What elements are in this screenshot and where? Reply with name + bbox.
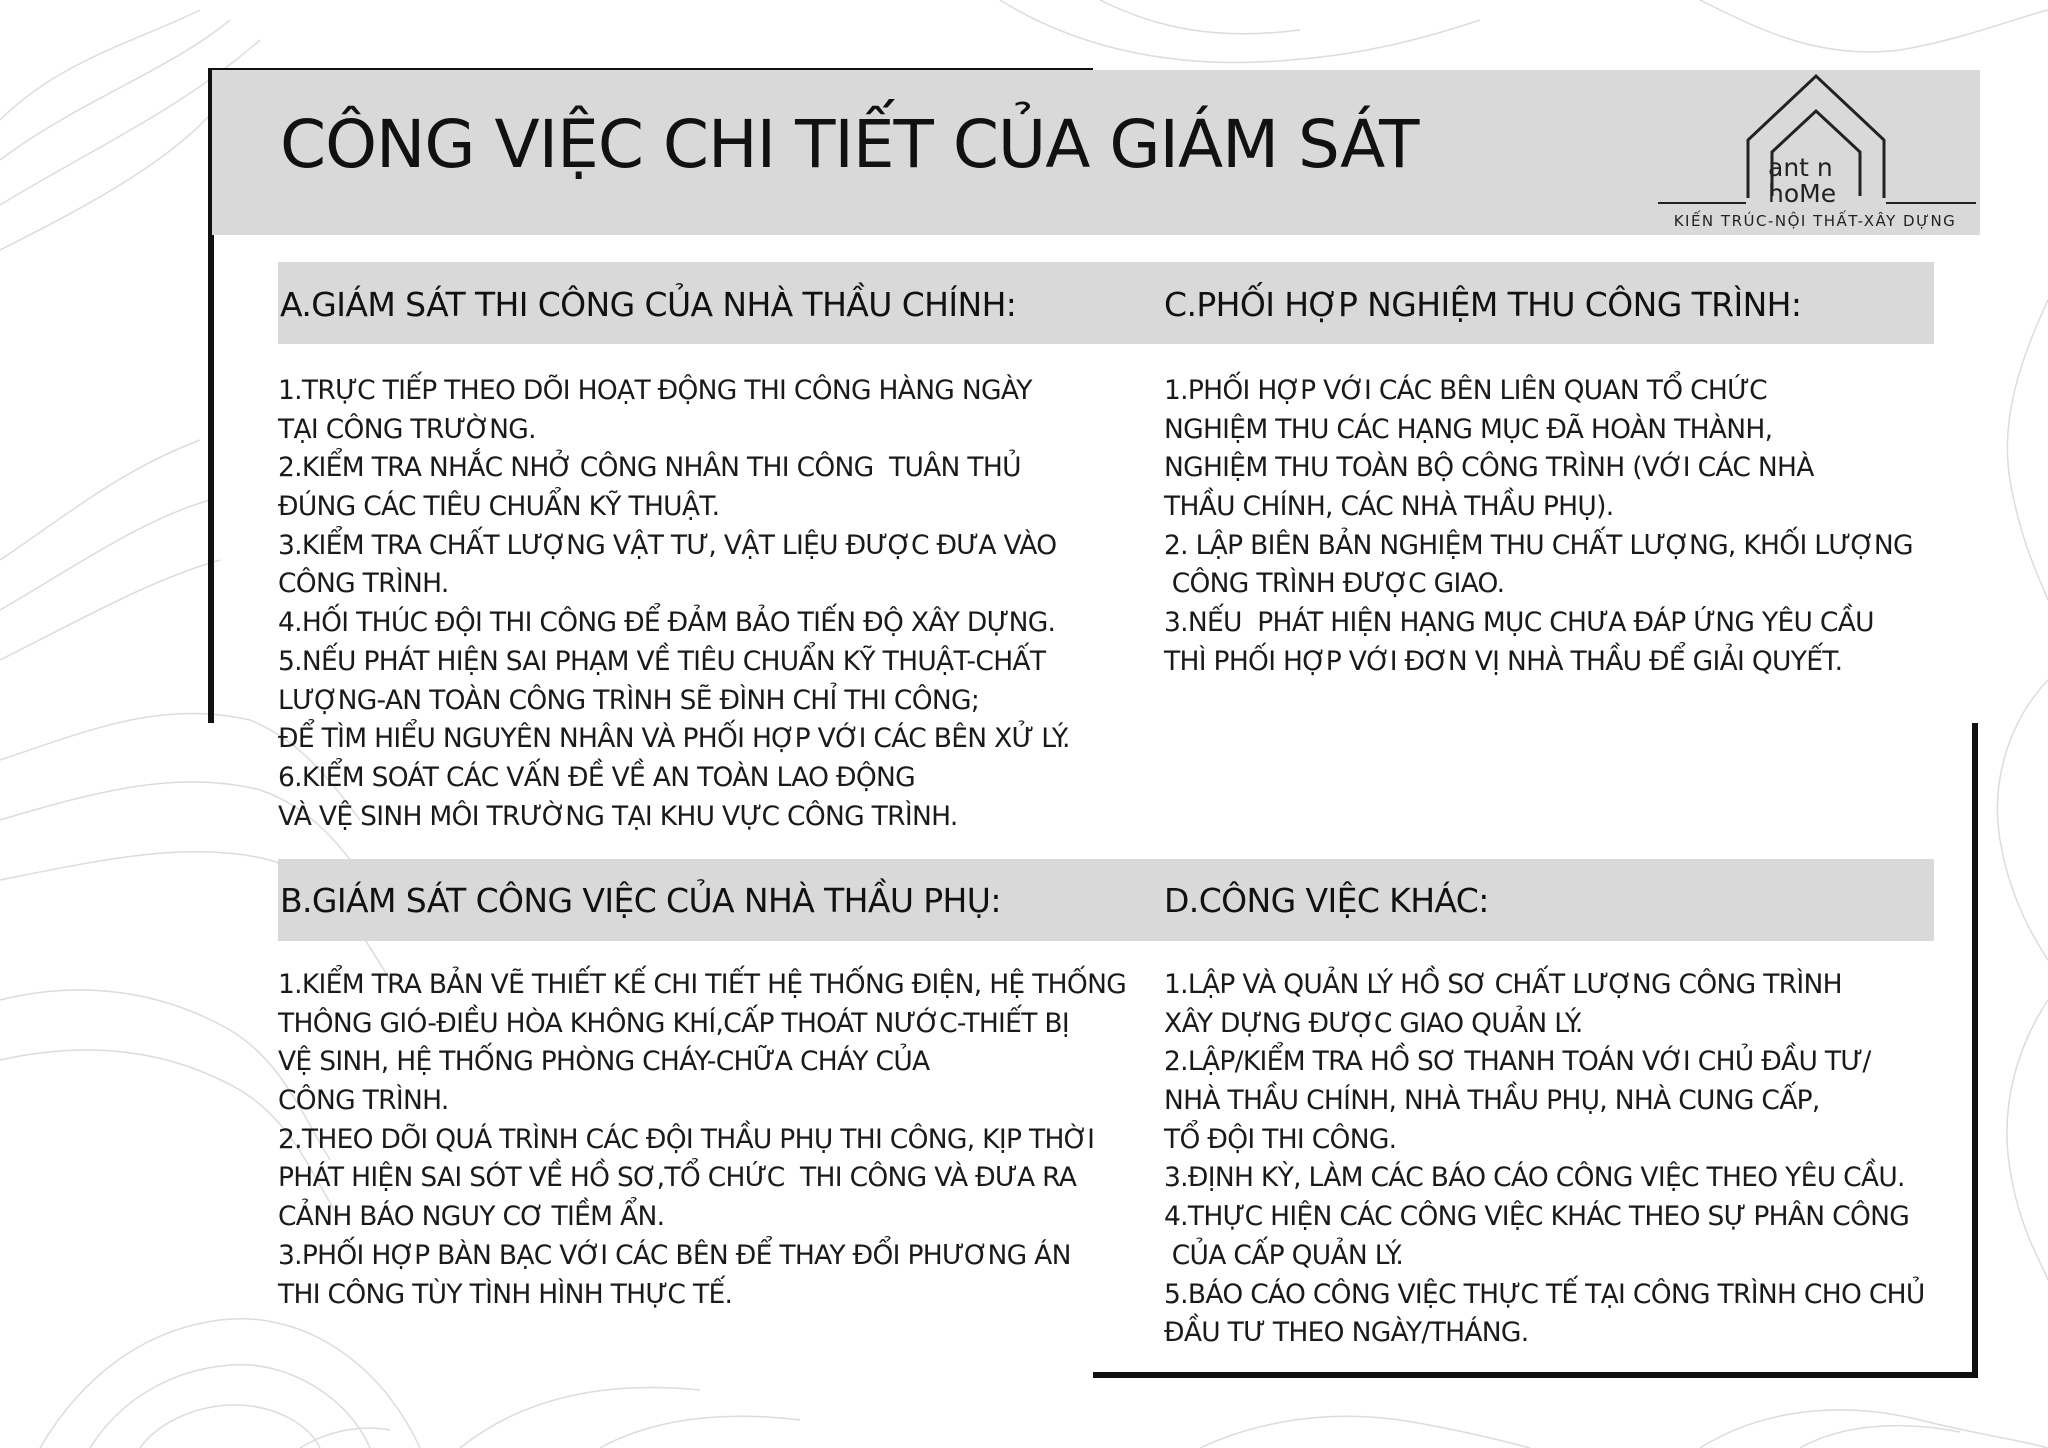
text-line: TẠI CÔNG TRƯỜNG. [278, 413, 536, 445]
text-line: THÌ PHỐI HỢP VỚI ĐƠN VỊ NHÀ THẦU ĐỂ GIẢI QUYẾT. [1164, 645, 1843, 677]
house-logo-icon [1650, 72, 1980, 212]
text-line: NGHIỆM THU CÁC HẠNG MỤC ĐÃ HOÀN THÀNH, [1164, 413, 1773, 445]
text-line: XÂY DỰNG ĐƯỢC GIAO QUẢN LÝ. [1164, 1007, 1583, 1039]
frame-right-line [1972, 723, 1978, 1378]
frame-bottom-line [1093, 1372, 1978, 1378]
text-line: ĐỂ TÌM HIỂU NGUYÊN NHÂN VÀ PHỐI HỢP VỚI CÁC BÊN XỬ LÝ. [278, 723, 1070, 755]
page-title: CÔNG VIỆC CHI TIẾT CỦA GIÁM SÁT [280, 106, 1419, 183]
text-line: 1.PHỐI HỢP VỚI CÁC BÊN LIÊN QUAN TỔ CHỨC [1164, 375, 1767, 406]
text-line: 2. LẬP BIÊN BẢN NGHIỆM THU CHẤT LƯỢNG, KHỐI LƯỢNG [1164, 529, 1913, 561]
text-line: 1.TRỰC TIẾP THEO DÕI HOẠT ĐỘNG THI CÔNG HÀNG NGÀY [278, 375, 1032, 406]
text-line: CÔNG TRÌNH. [278, 568, 449, 600]
section-c-body [1164, 372, 1964, 682]
text-line: ĐẦU TƯ THEO NGÀY/THÁNG. [1164, 1317, 1529, 1349]
text-line: 3.KIỂM TRA CHẤT LƯỢNG VẬT TƯ, VẬT LIỆU ĐƯỢC ĐƯA VÀO [278, 529, 1057, 561]
text-line: PHÁT HIỆN SAI SÓT VỀ HỒ SƠ,TỔ CHỨC THI CÔNG VÀ ĐƯA RA [278, 1162, 1077, 1194]
brand-logo [1650, 72, 1980, 234]
text-line: THI CÔNG TÙY TÌNH HÌNH THỰC TẾ. [278, 1278, 733, 1310]
section-b-body [278, 966, 1138, 1314]
text-line: LƯỢNG-AN TOÀN CÔNG TRÌNH SẼ ĐÌNH CHỈ THI CÔNG; [278, 684, 980, 716]
text-line: 3.NẾU PHÁT HIỆN HẠNG MỤC CHƯA ĐÁP ỨNG YÊU CẦU [1164, 607, 1874, 639]
section-b-heading: B.GIÁM SÁT CÔNG VIỆC CỦA NHÀ THẦU PHỤ: [280, 881, 1001, 920]
text-line: CẢNH BÁO NGUY CƠ TIỀM ẨN. [278, 1201, 665, 1233]
text-line: CÔNG TRÌNH. [278, 1085, 449, 1117]
text-line: 6.KIỂM SOÁT CÁC VẤN ĐỀ VỀ AN TOÀN LAO ĐỘNG [278, 761, 915, 793]
text-line: NGHIỆM THU TOÀN BỘ CÔNG TRÌNH (VỚI CÁC NHÀ [1164, 452, 1814, 484]
text-line: 3.ĐỊNH KỲ, LÀM CÁC BÁO CÁO CÔNG VIỆC THEO YÊU CẦU. [1164, 1162, 1905, 1194]
text-line: 1.LẬP VÀ QUẢN LÝ HỒ SƠ CHẤT LƯỢNG CÔNG TRÌNH [1164, 969, 1842, 1000]
text-line: TỔ ĐỘI THI CÔNG. [1164, 1123, 1397, 1155]
text-line: 4.THỰC HIỆN CÁC CÔNG VIỆC KHÁC THEO SỰ PHÂN CÔNG [1164, 1201, 1910, 1233]
section-d-body [1164, 966, 1970, 1353]
text-line: 1.KIỂM TRA BẢN VẼ THIẾT KẾ CHI TIẾT HỆ THỐNG ĐIỆN, HỆ THỐNG [278, 969, 1127, 1000]
logo-tagline: KIẾN TRÚC-NỘI THẤT-XÂY DỰNG [1673, 212, 1957, 230]
text-line: 2.THEO DÕI QUÁ TRÌNH CÁC ĐỘI THẦU PHỤ THI CÔNG, KỊP THỜI [278, 1123, 1095, 1155]
text-line: THẦU CHÍNH, CÁC NHÀ THẦU PHỤ). [1164, 491, 1614, 523]
text-line: 5.NẾU PHÁT HIỆN SAI PHẠM VỀ TIÊU CHUẨN KỸ THUẬT-CHẤT [278, 645, 1046, 677]
text-line: THÔNG GIÓ-ĐIỀU HÒA KHÔNG KHÍ,CẤP THOÁT NƯỚC-THIẾT BỊ [278, 1007, 1070, 1039]
text-line: 2.KIỂM TRA NHẮC NHỞ CÔNG NHÂN THI CÔNG TUÂN THỦ [278, 452, 1021, 484]
section-d-heading: D.CÔNG VIỆC KHÁC: [1164, 881, 1489, 920]
section-a-heading: A.GIÁM SÁT THI CÔNG CỦA NHÀ THẦU CHÍNH: [280, 285, 1017, 324]
text-line: NHÀ THẦU CHÍNH, NHÀ THẦU PHỤ, NHÀ CUNG CẤP, [1164, 1085, 1820, 1117]
text-line: ĐÚNG CÁC TIÊU CHUẨN KỸ THUẬT. [278, 491, 720, 523]
text-line: 5.BÁO CÁO CÔNG VIỆC THỰC TẾ TẠI CÔNG TRÌNH CHO CHỦ [1164, 1278, 1925, 1310]
section-c-heading: C.PHỐI HỢP NGHIỆM THU CÔNG TRÌNH: [1164, 285, 1802, 324]
text-line: VÀ VỆ SINH MÔI TRƯỜNG TẠI KHU VỰC CÔNG TRÌNH. [278, 800, 958, 832]
text-line: 4.HỐI THÚC ĐỘI THI CÔNG ĐỂ ĐẢM BẢO TIẾN ĐỘ XÂY DỰNG. [278, 607, 1056, 639]
text-line: 3.PHỐI HỢP BÀN BẠC VỚI CÁC BÊN ĐỂ THAY ĐỔI PHƯƠNG ÁN [278, 1239, 1071, 1271]
logo-wordmark-bottom: hoMe [1768, 179, 1837, 208]
section-a-body [278, 372, 1128, 836]
text-line: 2.LẬP/KIỂM TRA HỒ SƠ THANH TOÁN VỚI CHỦ ĐẦU TƯ/ [1164, 1046, 1871, 1078]
text-line: VỆ SINH, HỆ THỐNG PHÒNG CHÁY-CHỮA CHÁY CỦA [278, 1046, 930, 1078]
logo-wordmark-top: ant n [1768, 153, 1833, 182]
text-line: CỦA CẤP QUẢN LÝ. [1164, 1239, 1404, 1271]
text-line: CÔNG TRÌNH ĐƯỢC GIAO. [1164, 568, 1505, 600]
